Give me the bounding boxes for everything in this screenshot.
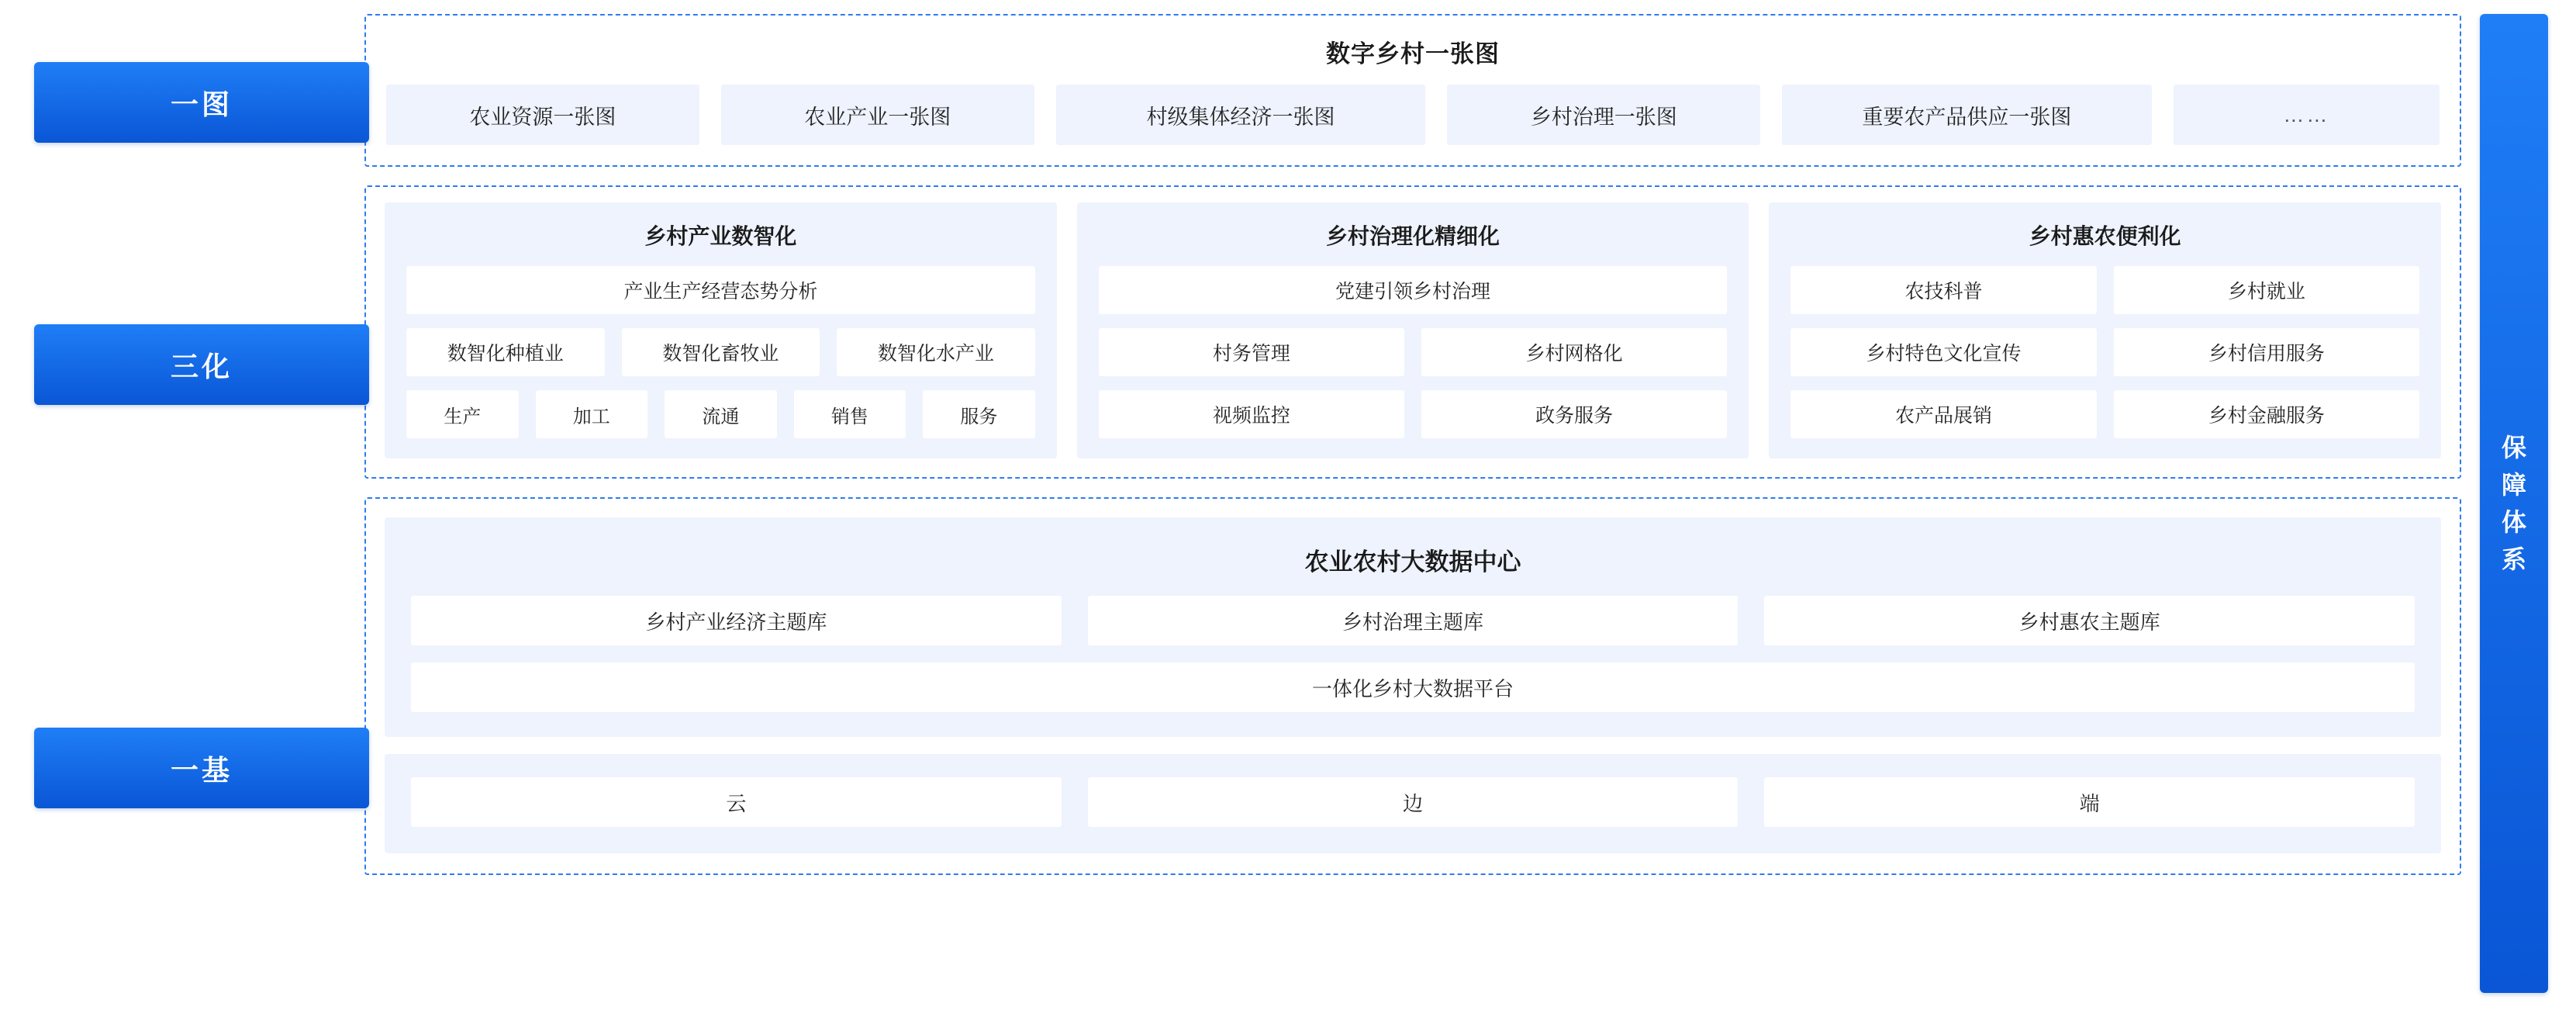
chip-industry-trend-analysis[interactable]: 产业生产经营态势分析: [406, 266, 1035, 314]
big-data-center-title: 农业农村大数据中心: [1304, 548, 1521, 576]
panel-rural-industry-title: 乡村产业数智化: [644, 224, 797, 248]
one-map-cell-product-supply[interactable]: 重要农产品供应一张图: [1782, 85, 2152, 145]
panel-rural-governance-row-3: [1099, 390, 1728, 438]
theme-library-governance[interactable]: 乡村治理主题库: [1088, 596, 1739, 645]
panel-rural-benefit-title: 乡村惠农便利化: [2029, 224, 2181, 248]
panel-rural-governance-row-1: [1099, 266, 1728, 314]
chip-production[interactable]: 生产: [406, 390, 519, 438]
support-system-char-2: 障: [2501, 471, 2526, 499]
chip-agri-tech-popularization[interactable]: 农技科普: [1790, 266, 2096, 314]
support-system-chip[interactable]: [2480, 14, 2548, 993]
big-data-center-block: [385, 517, 2441, 737]
rail-chip-three-hua-label: 三化: [170, 350, 233, 382]
infrastructure-cloud[interactable]: 云: [411, 777, 1062, 827]
panel-rural-benefit-row-2: [1790, 328, 2419, 376]
chip-rural-credit-service[interactable]: 乡村信用服务: [2114, 328, 2419, 376]
panel-rural-governance-title: 乡村治理化精细化: [1326, 224, 1500, 248]
chip-rural-employment[interactable]: 乡村就业: [2114, 266, 2419, 314]
panel-rural-benefit: [1769, 202, 2441, 458]
theme-library-industry-economy[interactable]: 乡村产业经济主题库: [411, 596, 1062, 645]
right-rail: [2480, 14, 2576, 1010]
one-map-cell-rural-governance[interactable]: 乡村治理一张图: [1447, 85, 1760, 145]
rail-chip-three-hua[interactable]: [34, 324, 369, 405]
panel-rural-benefit-row-3: [1790, 390, 2419, 438]
platform-row: [411, 662, 2415, 712]
one-map-cell-more[interactable]: ……: [2174, 85, 2440, 145]
one-map-title: 数字乡村一张图: [1326, 40, 1500, 67]
panel-rural-industry: [385, 202, 1057, 458]
support-system-char-3: 体: [2501, 508, 2526, 536]
theme-library-benefit[interactable]: 乡村惠农主题库: [1764, 596, 2415, 645]
panel-rural-governance: [1077, 202, 1749, 458]
chip-circulation[interactable]: 流通: [665, 390, 777, 438]
chip-sales[interactable]: 销售: [794, 390, 906, 438]
chip-rural-grid[interactable]: 乡村网格化: [1421, 328, 1727, 376]
chip-product-exhibition[interactable]: 农产品展销: [1790, 390, 2096, 438]
chip-smart-aquaculture[interactable]: 数智化水产业: [837, 328, 1035, 376]
rail-chip-one-map-label: 一图: [170, 88, 233, 120]
chip-village-affairs[interactable]: 村务管理: [1099, 328, 1404, 376]
chip-party-led-governance[interactable]: 党建引领乡村治理: [1099, 266, 1728, 314]
panel-rural-industry-row-3: [406, 390, 1035, 438]
integrated-big-data-platform[interactable]: 一体化乡村大数据平台: [411, 662, 2415, 712]
one-map-cell-agri-resource[interactable]: 农业资源一张图: [386, 85, 699, 145]
chip-smart-planting[interactable]: 数智化种植业: [406, 328, 605, 376]
panel-rural-industry-row-1: [406, 266, 1035, 314]
infrastructure-edge[interactable]: 边: [1088, 777, 1739, 827]
panel-rural-benefit-row-1: [1790, 266, 2419, 314]
infrastructure-block: [385, 754, 2441, 853]
chip-rural-finance-service[interactable]: 乡村金融服务: [2114, 390, 2419, 438]
infrastructure-endpoint[interactable]: 端: [1764, 777, 2415, 827]
left-rail: [0, 14, 364, 1010]
section-three-hua: [364, 185, 2461, 479]
chip-video-surveillance[interactable]: 视频监控: [1099, 390, 1404, 438]
rail-chip-one-map[interactable]: [34, 62, 369, 143]
chip-processing[interactable]: 加工: [536, 390, 648, 438]
one-map-cell-village-economy[interactable]: 村级集体经济一张图: [1056, 85, 1426, 145]
theme-library-row: [411, 596, 2415, 645]
rail-chip-one-base[interactable]: [34, 728, 369, 808]
support-system-char-4: 系: [2501, 545, 2526, 573]
main-content: [364, 14, 2480, 1010]
one-map-row: [386, 85, 2440, 145]
one-map-cell-agri-industry[interactable]: 农业产业一张图: [721, 85, 1034, 145]
panel-rural-governance-row-2: [1099, 328, 1728, 376]
chip-culture-promotion[interactable]: 乡村特色文化宣传: [1790, 328, 2096, 376]
support-system-char-1: 保: [2501, 434, 2526, 462]
section-one-map: [364, 14, 2461, 167]
chip-service[interactable]: 服务: [923, 390, 1035, 438]
section-one-base: [364, 497, 2461, 875]
chip-smart-livestock[interactable]: 数智化畜牧业: [622, 328, 820, 376]
infrastructure-row: [411, 777, 2415, 827]
chip-government-service[interactable]: 政务服务: [1421, 390, 1727, 438]
rail-chip-one-base-label: 一基: [170, 753, 233, 786]
panel-rural-industry-row-2: [406, 328, 1035, 376]
